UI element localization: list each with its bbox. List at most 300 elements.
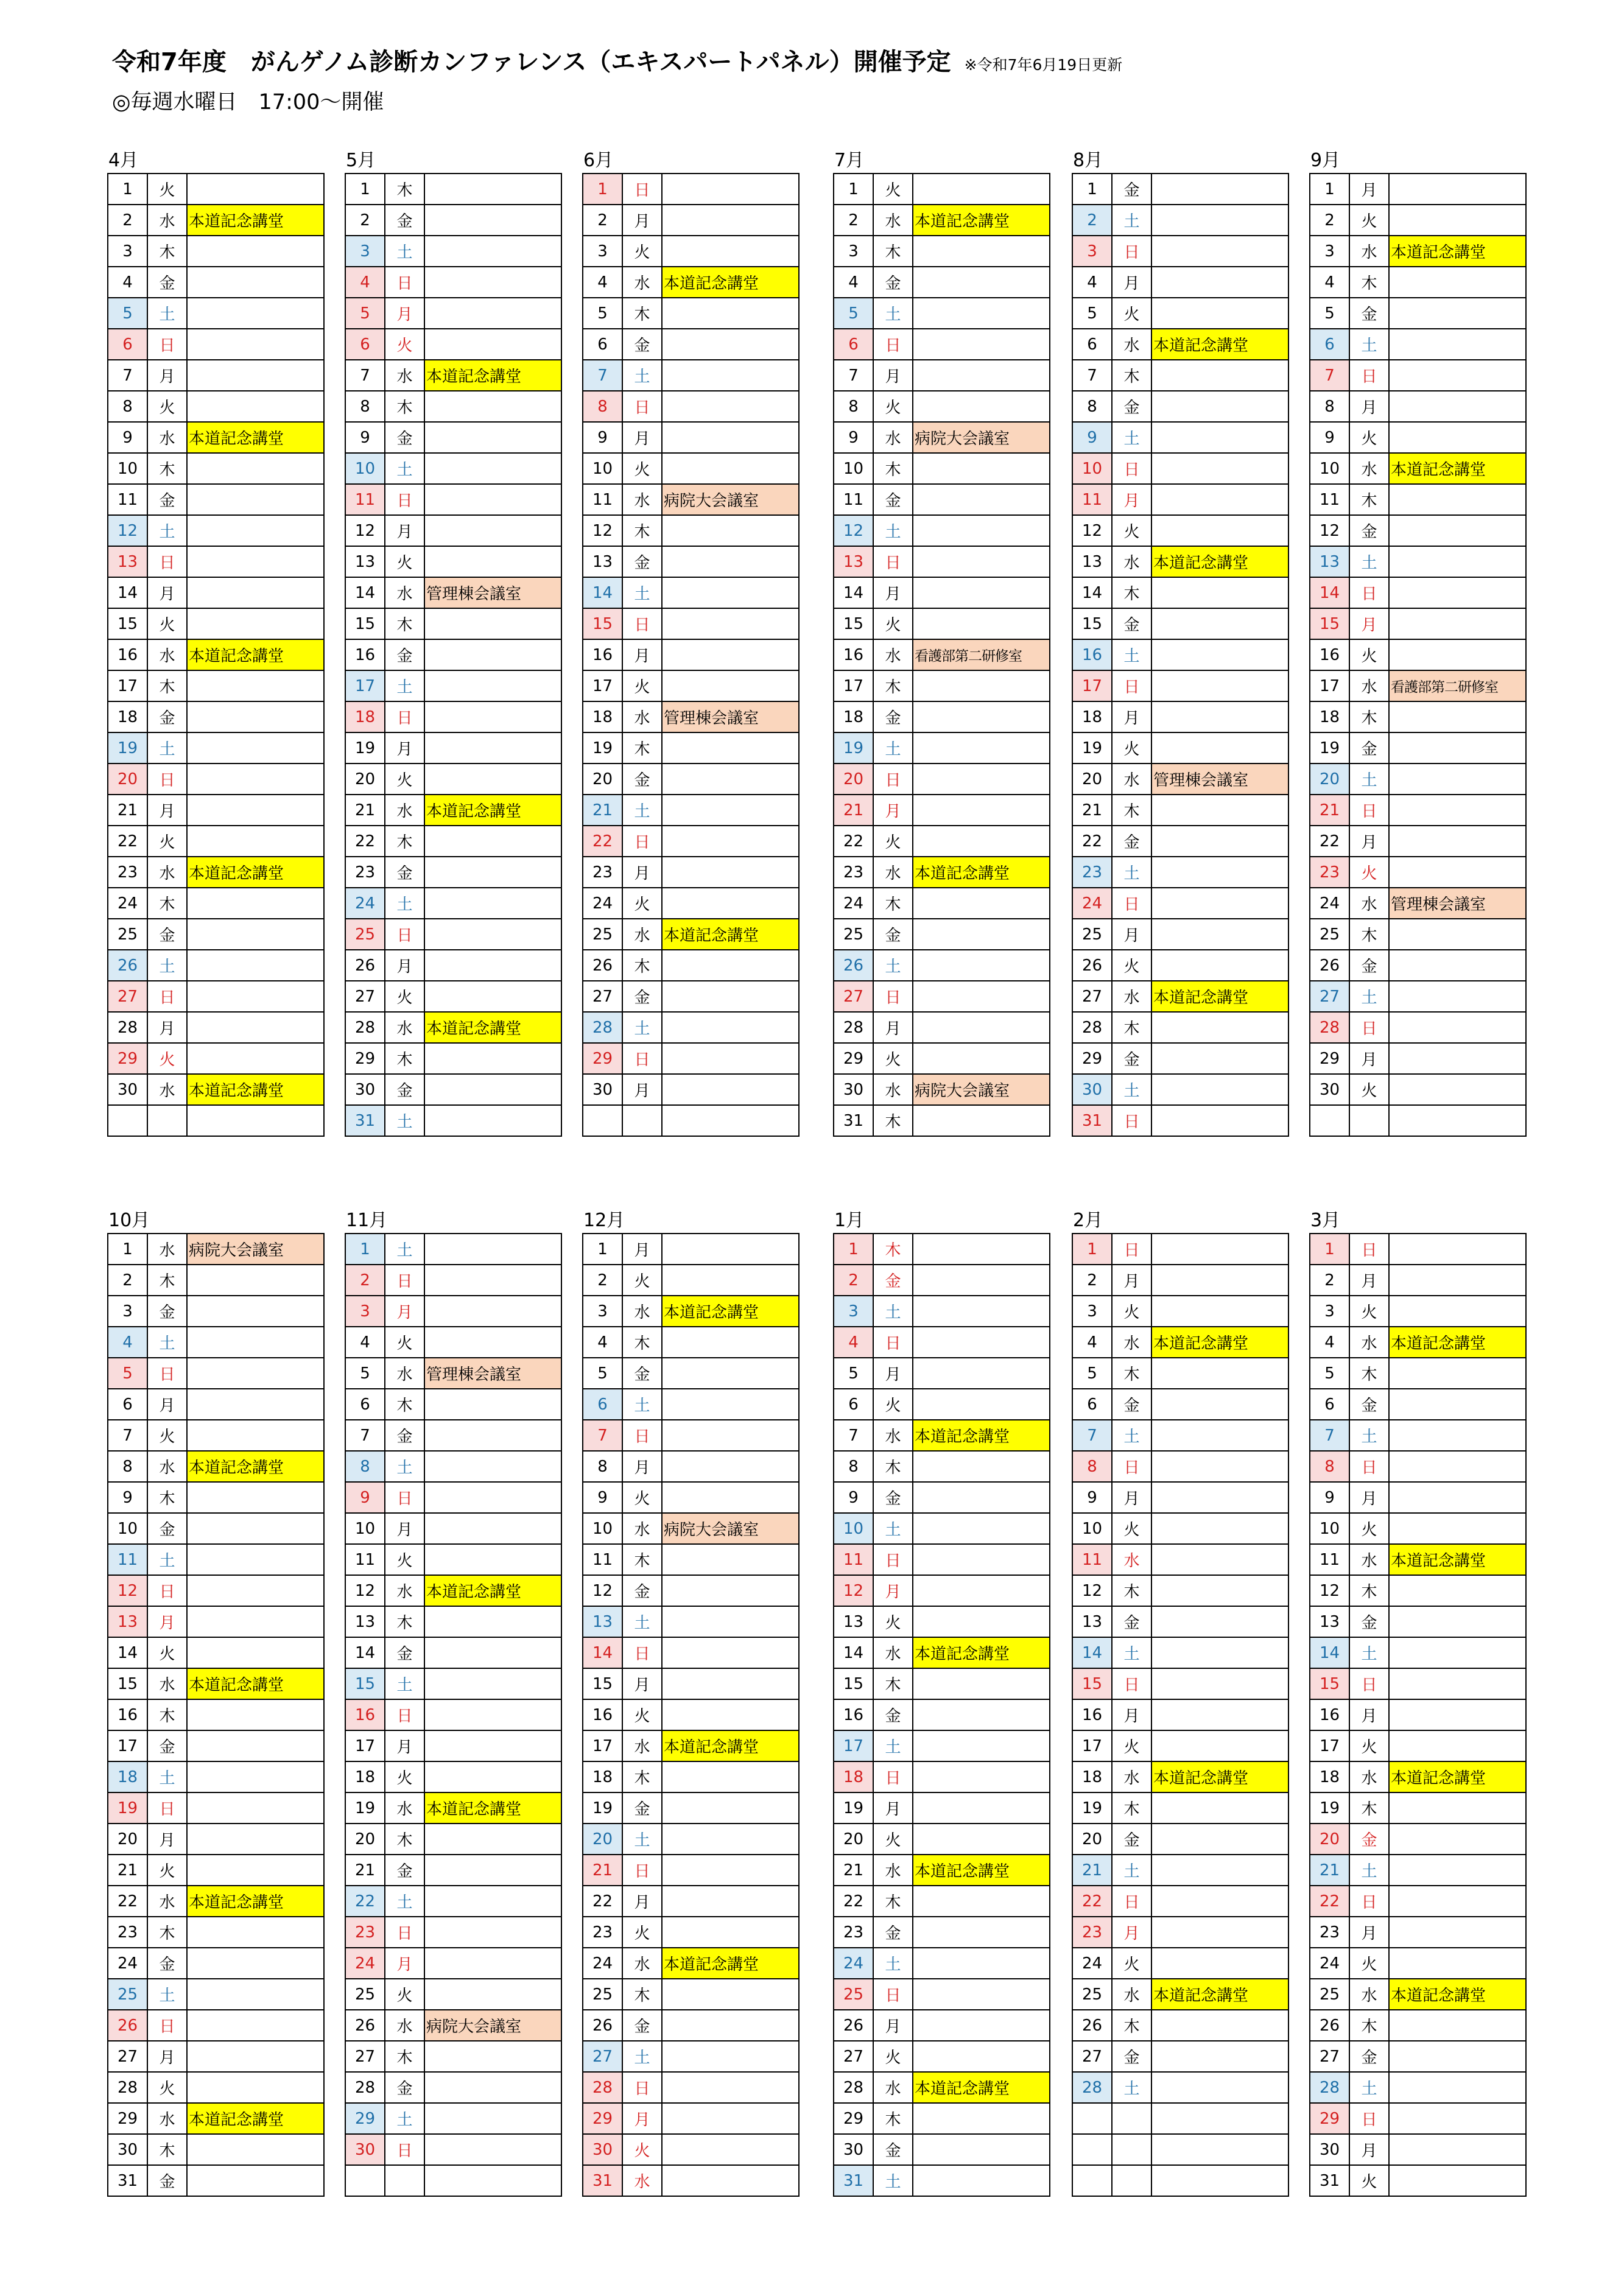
weekday: 水 <box>873 1420 913 1451</box>
table-row <box>108 795 324 826</box>
table-row <box>583 174 799 205</box>
weekday: 金 <box>385 1855 424 1886</box>
venue <box>1151 732 1288 764</box>
venue <box>424 732 561 764</box>
day-number: 3 <box>1072 236 1112 267</box>
table-row <box>834 1761 1050 1792</box>
table-row <box>1072 515 1288 546</box>
venue <box>424 1389 561 1420</box>
venue <box>913 1358 1050 1389</box>
venue <box>1151 1948 1288 1979</box>
table-row <box>108 732 324 764</box>
day-number: 30 <box>583 1074 622 1105</box>
day-number: 6 <box>834 329 873 360</box>
venue <box>1151 1513 1288 1544</box>
table-row <box>583 1917 799 1948</box>
day-number: 26 <box>1072 950 1112 981</box>
table-row <box>1072 1265 1288 1296</box>
table-row <box>345 1074 561 1105</box>
table-row <box>1310 1513 1526 1544</box>
weekday: 土 <box>622 2041 662 2072</box>
weekday: 土 <box>622 1389 662 1420</box>
table-row <box>1072 205 1288 236</box>
table-row <box>583 515 799 546</box>
table-row <box>834 1575 1050 1606</box>
day-number: 20 <box>1310 1824 1349 1855</box>
table-row <box>583 1105 799 1136</box>
table-row <box>1072 1389 1288 1420</box>
weekday: 土 <box>1112 1420 1151 1451</box>
weekday: 木 <box>385 826 424 857</box>
weekday <box>622 1105 662 1136</box>
day-number: 18 <box>1310 701 1349 732</box>
day-number: 6 <box>583 1389 622 1420</box>
day-number: 22 <box>1072 826 1112 857</box>
venue <box>1151 639 1288 670</box>
venue <box>187 701 324 732</box>
schedule-note: ◎毎週水曜日 17:00～開催 <box>112 90 384 114</box>
venue <box>913 1979 1050 2010</box>
weekday: 土 <box>1112 1855 1151 1886</box>
day-number: 6 <box>1310 1389 1349 1420</box>
table-row <box>1072 1917 1288 1948</box>
day-number: 21 <box>583 795 622 826</box>
weekday: 木 <box>1349 267 1389 298</box>
weekday: 金 <box>1112 1043 1151 1074</box>
weekday: 月 <box>873 795 913 826</box>
day-number: 31 <box>1310 2165 1349 2196</box>
table-row <box>108 1074 324 1105</box>
weekday: 木 <box>385 1389 424 1420</box>
table-row <box>1072 1637 1288 1668</box>
venue <box>1389 1451 1526 1482</box>
table-row <box>1072 2010 1288 2041</box>
weekday: 金 <box>385 422 424 453</box>
venue <box>913 950 1050 981</box>
venue <box>1151 1074 1288 1105</box>
venue <box>1389 981 1526 1012</box>
day-number: 9 <box>834 422 873 453</box>
weekday: 月 <box>1112 1265 1151 1296</box>
table-row <box>1072 1420 1288 1451</box>
venue <box>913 1761 1050 1792</box>
weekday: 水 <box>873 2072 913 2103</box>
venue <box>1151 1637 1288 1668</box>
day-number: 16 <box>108 639 147 670</box>
table-row <box>1310 701 1526 732</box>
table-row <box>583 1761 799 1792</box>
weekday: 火 <box>147 608 187 639</box>
day-number: 11 <box>1072 484 1112 515</box>
weekday: 木 <box>385 391 424 422</box>
weekday: 火 <box>873 1389 913 1420</box>
weekday: 金 <box>622 1575 662 1606</box>
table-row <box>583 1668 799 1699</box>
day-number: 5 <box>583 1358 622 1389</box>
table-row <box>834 2134 1050 2165</box>
table-row <box>583 577 799 608</box>
weekday: 金 <box>622 546 662 577</box>
day-number: 27 <box>834 2041 873 2072</box>
venue <box>662 1917 799 1948</box>
table-row <box>345 546 561 577</box>
day-number: 24 <box>834 888 873 919</box>
venue: 本道記念講堂 <box>662 1296 799 1327</box>
table-row <box>345 1420 561 1451</box>
venue <box>187 1389 324 1420</box>
venue <box>913 1917 1050 1948</box>
venue <box>187 2072 324 2103</box>
venue <box>662 2041 799 2072</box>
venue <box>1389 1668 1526 1699</box>
weekday: 火 <box>622 1917 662 1948</box>
venue <box>1389 826 1526 857</box>
table-row <box>834 919 1050 950</box>
weekday: 火 <box>1112 515 1151 546</box>
table-row <box>583 1358 799 1389</box>
day-number: 29 <box>583 1043 622 1074</box>
weekday: 木 <box>1112 1358 1151 1389</box>
venue <box>913 795 1050 826</box>
day-number: 27 <box>345 2041 385 2072</box>
weekday: 火 <box>385 546 424 577</box>
venue <box>424 857 561 888</box>
venue <box>424 1482 561 1513</box>
day-number <box>583 1105 622 1136</box>
weekday: 金 <box>385 1420 424 1451</box>
day-number: 5 <box>834 298 873 329</box>
day-number: 10 <box>834 1513 873 1544</box>
weekday: 木 <box>873 236 913 267</box>
venue: 本道記念講堂 <box>662 267 799 298</box>
venue <box>1151 360 1288 391</box>
venue <box>1389 1420 1526 1451</box>
table-row <box>834 1074 1050 1105</box>
day-number: 28 <box>345 1012 385 1043</box>
month-table <box>1072 1233 1289 2197</box>
day-number: 19 <box>583 1792 622 1824</box>
table-row <box>108 2165 324 2196</box>
table-row <box>834 1948 1050 1979</box>
weekday: 金 <box>385 857 424 888</box>
weekday: 水 <box>1112 546 1151 577</box>
venue <box>662 577 799 608</box>
day-number: 18 <box>583 1761 622 1792</box>
weekday: 水 <box>873 857 913 888</box>
day-number: 13 <box>1072 546 1112 577</box>
day-number: 29 <box>345 1043 385 1074</box>
venue <box>1151 1265 1288 1296</box>
day-number: 13 <box>345 546 385 577</box>
weekday: 土 <box>385 1451 424 1482</box>
weekday: 水 <box>385 1575 424 1606</box>
venue <box>187 1296 324 1327</box>
weekday: 金 <box>1349 298 1389 329</box>
venue <box>913 670 1050 701</box>
venue: 本道記念講堂 <box>1389 1544 1526 1575</box>
weekday: 木 <box>385 174 424 205</box>
day-number: 27 <box>345 981 385 1012</box>
day-number: 6 <box>1072 1389 1112 1420</box>
month-block <box>107 1209 325 2197</box>
weekday: 木 <box>1349 919 1389 950</box>
weekday: 日 <box>1112 1451 1151 1482</box>
day-number: 26 <box>345 950 385 981</box>
weekday: 日 <box>385 267 424 298</box>
day-number: 17 <box>1072 1730 1112 1761</box>
table-row <box>583 857 799 888</box>
venue <box>424 2134 561 2165</box>
table-row <box>834 205 1050 236</box>
weekday: 土 <box>147 1761 187 1792</box>
table-row <box>1072 1482 1288 1513</box>
weekday: 日 <box>1349 1012 1389 1043</box>
table-row <box>345 1761 561 1792</box>
venue <box>424 2103 561 2134</box>
day-number: 9 <box>108 422 147 453</box>
day-number: 4 <box>834 267 873 298</box>
table-row <box>108 1043 324 1074</box>
venue: 本道記念講堂 <box>187 1074 324 1105</box>
table-row <box>1310 1482 1526 1513</box>
weekday: 月 <box>873 2010 913 2041</box>
table-row <box>1072 732 1288 764</box>
venue <box>913 2010 1050 2041</box>
weekday: 金 <box>1349 2041 1389 2072</box>
venue <box>1389 701 1526 732</box>
venue <box>1389 1824 1526 1855</box>
day-number: 22 <box>834 826 873 857</box>
venue <box>662 236 799 267</box>
table-row <box>1072 1074 1288 1105</box>
table-row <box>345 1265 561 1296</box>
day-number: 15 <box>108 1668 147 1699</box>
table-row <box>834 950 1050 981</box>
day-number: 22 <box>345 826 385 857</box>
day-number: 13 <box>108 1606 147 1637</box>
weekday: 木 <box>1112 360 1151 391</box>
day-number: 23 <box>834 1917 873 1948</box>
weekday: 火 <box>147 2072 187 2103</box>
table-row <box>583 701 799 732</box>
day-number: 6 <box>345 1389 385 1420</box>
weekday: 火 <box>622 670 662 701</box>
table-row <box>345 1451 561 1482</box>
weekday: 月 <box>622 639 662 670</box>
table-row <box>345 1792 561 1824</box>
venue <box>1151 1043 1288 1074</box>
venue <box>1389 1855 1526 1886</box>
venue <box>1151 2134 1288 2165</box>
table-row <box>583 2103 799 2134</box>
venue <box>662 1886 799 1917</box>
day-number: 8 <box>583 1451 622 1482</box>
month-label: 10月 <box>108 1210 150 1231</box>
venue <box>1389 950 1526 981</box>
venue: 病院大会議室 <box>913 1074 1050 1105</box>
weekday: 火 <box>873 608 913 639</box>
venue <box>1151 205 1288 236</box>
venue <box>1389 1296 1526 1327</box>
weekday: 火 <box>873 174 913 205</box>
table-row <box>834 1420 1050 1451</box>
weekday: 水 <box>147 1668 187 1699</box>
day-number: 25 <box>1310 919 1349 950</box>
table-row <box>1072 2134 1288 2165</box>
weekday: 月 <box>622 1668 662 1699</box>
day-number: 23 <box>834 857 873 888</box>
venue: 本道記念講堂 <box>913 205 1050 236</box>
day-number: 6 <box>345 329 385 360</box>
venue <box>187 1105 324 1136</box>
day-number: 28 <box>834 2072 873 2103</box>
venue <box>662 1074 799 1105</box>
table-row <box>1310 764 1526 795</box>
venue <box>187 1637 324 1668</box>
table-row <box>1072 1699 1288 1730</box>
venue <box>1151 701 1288 732</box>
weekday: 水 <box>147 1886 187 1917</box>
day-number: 4 <box>1072 1327 1112 1358</box>
venue: 管理棟会議室 <box>1389 888 1526 919</box>
table-row <box>1072 1544 1288 1575</box>
day-number: 29 <box>345 2103 385 2134</box>
day-number: 4 <box>583 267 622 298</box>
venue <box>913 1043 1050 1074</box>
day-number: 4 <box>1310 1327 1349 1358</box>
venue <box>913 2103 1050 2134</box>
weekday: 月 <box>385 950 424 981</box>
weekday: 日 <box>147 981 187 1012</box>
day-number: 8 <box>108 391 147 422</box>
weekday: 火 <box>385 981 424 1012</box>
table-row <box>108 1761 324 1792</box>
table-row <box>1072 1358 1288 1389</box>
venue <box>187 2165 324 2196</box>
table-row <box>345 515 561 546</box>
table-row <box>1310 546 1526 577</box>
weekday: 土 <box>147 1544 187 1575</box>
table-row <box>1072 1575 1288 1606</box>
weekday: 土 <box>385 1105 424 1136</box>
weekday: 水 <box>622 919 662 950</box>
table-row <box>1310 826 1526 857</box>
table-row <box>1310 236 1526 267</box>
weekday: 日 <box>1349 795 1389 826</box>
day-number: 16 <box>834 639 873 670</box>
day-number: 4 <box>583 1327 622 1358</box>
day-number: 19 <box>108 732 147 764</box>
venue <box>662 1482 799 1513</box>
day-number: 30 <box>345 1074 385 1105</box>
weekday: 水 <box>873 1855 913 1886</box>
table-row <box>108 1513 324 1544</box>
weekday: 土 <box>147 1979 187 2010</box>
weekday: 月 <box>1349 1043 1389 1074</box>
day-number: 17 <box>108 1730 147 1761</box>
day-number: 22 <box>108 826 147 857</box>
day-number: 1 <box>345 174 385 205</box>
table-row <box>345 1575 561 1606</box>
venue <box>424 298 561 329</box>
month-label: 7月 <box>834 150 865 171</box>
day-number: 12 <box>345 515 385 546</box>
day-number: 14 <box>583 577 622 608</box>
weekday: 火 <box>873 1824 913 1855</box>
table-row <box>1310 453 1526 484</box>
venue <box>662 1544 799 1575</box>
table-row <box>108 888 324 919</box>
venue <box>187 1699 324 1730</box>
day-number: 24 <box>583 888 622 919</box>
table-row <box>1310 732 1526 764</box>
weekday: 火 <box>385 1761 424 1792</box>
table-row <box>108 546 324 577</box>
venue <box>1389 639 1526 670</box>
month-table <box>107 1233 325 2197</box>
table-row <box>345 1730 561 1761</box>
table-row <box>583 2134 799 2165</box>
venue <box>1151 174 1288 205</box>
table-row <box>108 1730 324 1761</box>
venue <box>913 1544 1050 1575</box>
day-number: 24 <box>345 888 385 919</box>
day-number: 23 <box>345 857 385 888</box>
weekday: 日 <box>1349 1234 1389 1265</box>
day-number: 2 <box>345 1265 385 1296</box>
day-number: 26 <box>1072 2010 1112 2041</box>
weekday: 火 <box>1112 1948 1151 1979</box>
table-row <box>1072 701 1288 732</box>
weekday: 月 <box>622 1886 662 1917</box>
month-block <box>1072 1209 1289 2197</box>
table-row <box>583 484 799 515</box>
venue: 本道記念講堂 <box>1389 1327 1526 1358</box>
table-row <box>108 391 324 422</box>
venue: 本道記念講堂 <box>187 639 324 670</box>
weekday: 日 <box>622 1420 662 1451</box>
day-number: 26 <box>583 2010 622 2041</box>
day-number: 9 <box>1072 422 1112 453</box>
day-number: 10 <box>583 1513 622 1544</box>
weekday: 水 <box>385 795 424 826</box>
venue <box>913 888 1050 919</box>
weekday: 金 <box>873 701 913 732</box>
table-row <box>345 950 561 981</box>
day-number: 8 <box>108 1451 147 1482</box>
table-row <box>345 732 561 764</box>
table-row <box>108 919 324 950</box>
weekday: 火 <box>385 1544 424 1575</box>
table-row <box>1310 1389 1526 1420</box>
table-row <box>108 515 324 546</box>
venue <box>662 1606 799 1637</box>
weekday: 金 <box>873 267 913 298</box>
venue <box>424 764 561 795</box>
venue <box>662 1358 799 1389</box>
weekday: 木 <box>1349 701 1389 732</box>
table-row <box>1072 1761 1288 1792</box>
table-row <box>583 1513 799 1544</box>
table-row <box>108 981 324 1012</box>
venue <box>1151 2103 1288 2134</box>
weekday: 日 <box>147 1792 187 1824</box>
weekday: 月 <box>1112 701 1151 732</box>
venue <box>913 1012 1050 1043</box>
weekday: 日 <box>873 546 913 577</box>
day-number: 2 <box>583 1265 622 1296</box>
table-row <box>108 1917 324 1948</box>
